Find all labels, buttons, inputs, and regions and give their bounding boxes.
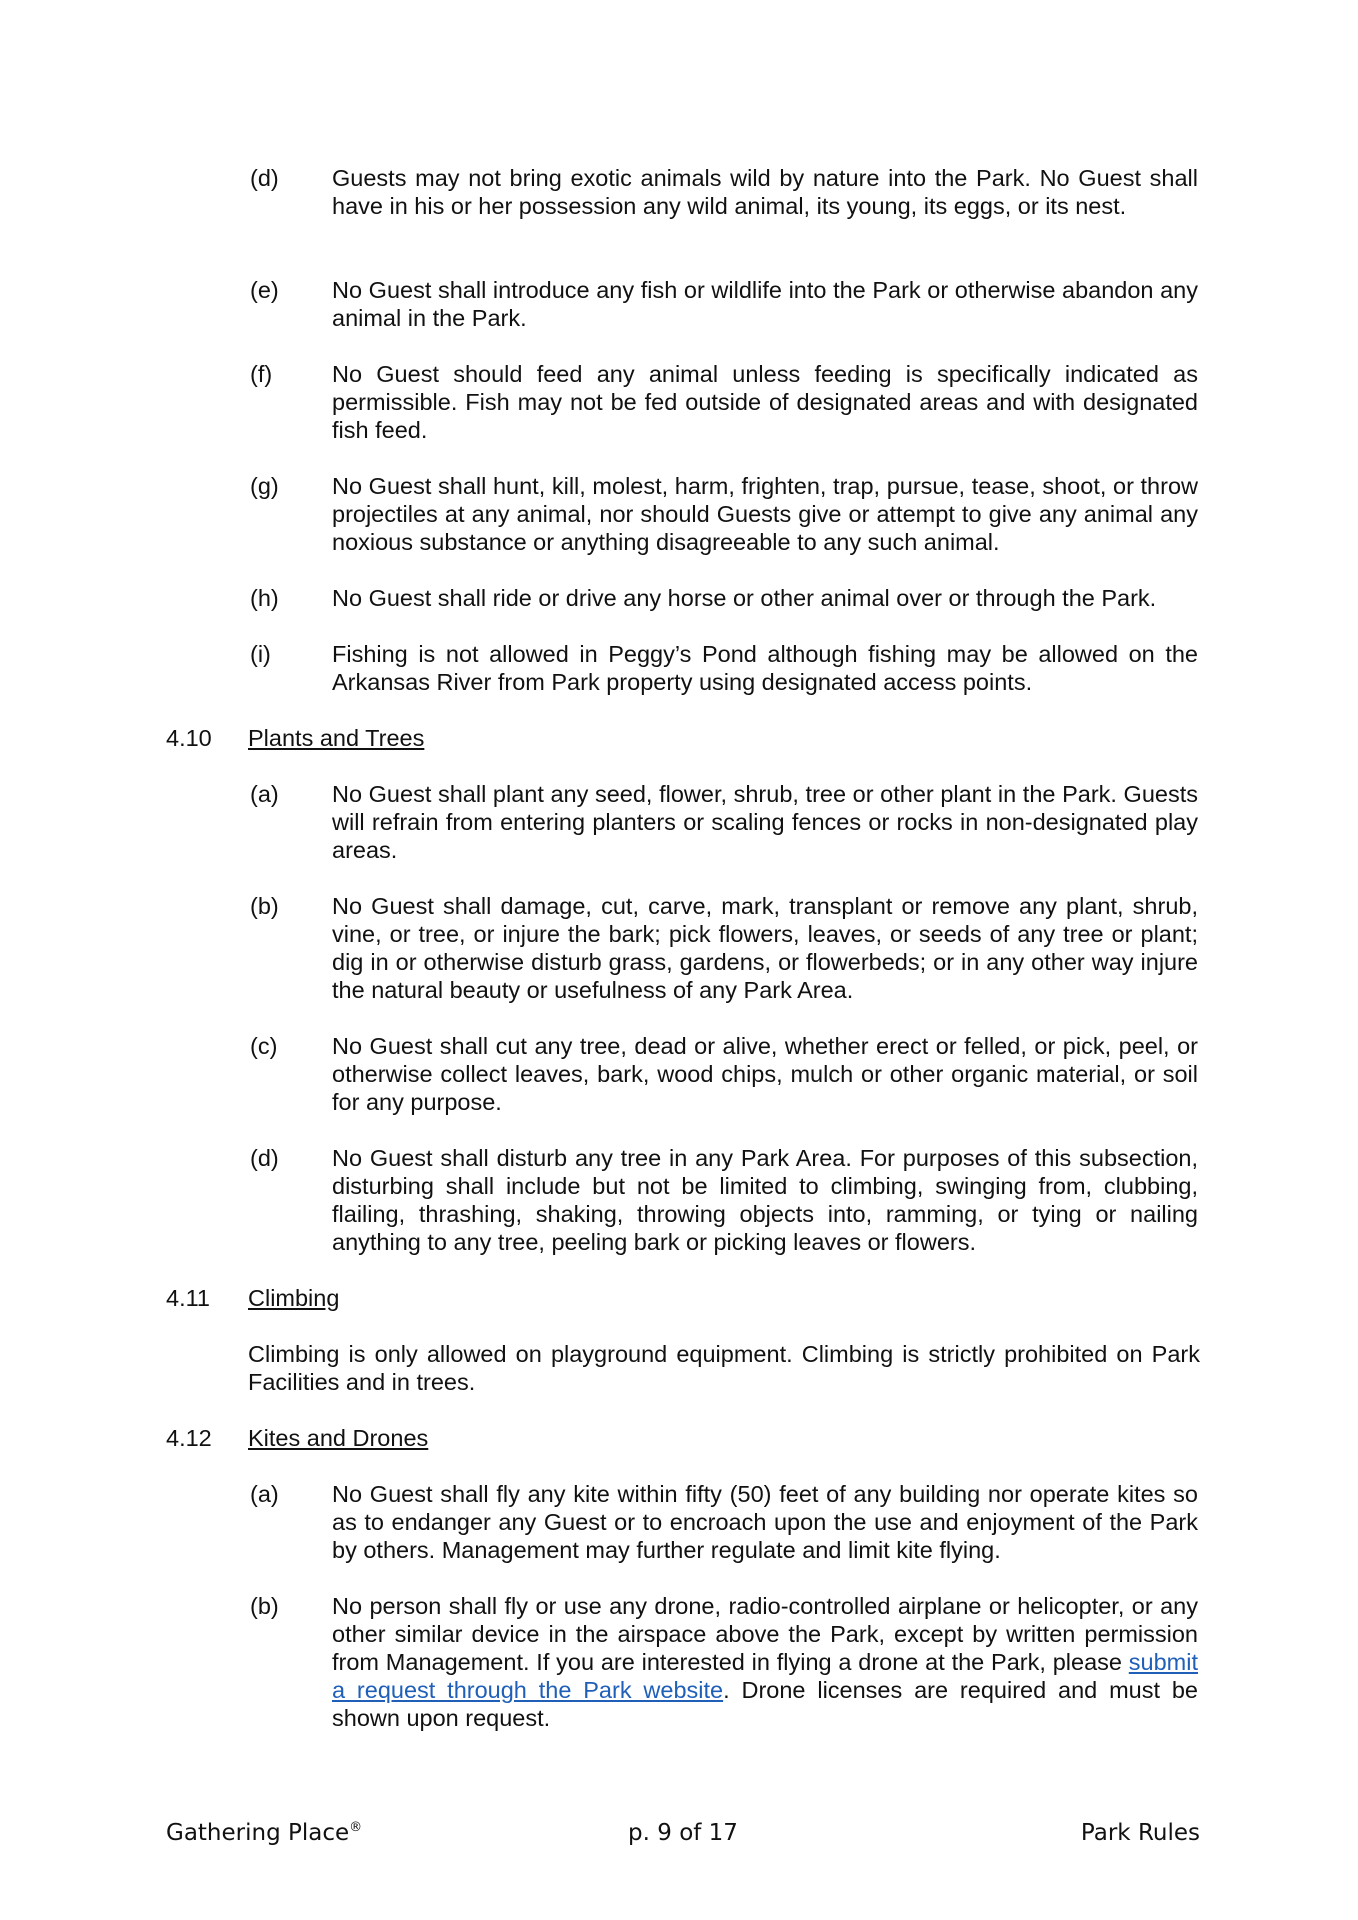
item-label: (i) xyxy=(250,641,271,667)
item-text: No Guest shall introduce any fish or wildlife into the Park or otherwise abandon any animal in the Park. xyxy=(332,277,1198,331)
item-text: No Guest shall plant any seed, flower, shrub, tree or other plant in the Park. Guests will refrain from entering planters or scaling fences or rocks in non-designated play areas. xyxy=(332,781,1198,863)
climbing-paragraph: Climbing is only allowed on playground equipment. Climbing is strictly prohibited on Park Facilities and in trees. xyxy=(248,1341,1200,1395)
item-label: (c) xyxy=(250,1033,278,1059)
section-title: Plants and Trees xyxy=(248,725,425,751)
item-label: (a) xyxy=(250,781,279,807)
section-title: Kites and Drones xyxy=(248,1425,429,1451)
item-text: Guests may not bring exotic animals wild by nature into the Park. No Guest shall have in his or her possession any wild animal, its young, its eggs, or its nest. xyxy=(332,165,1198,219)
item-text: No Guest shall fly any kite within fifty (50) feet of any building nor operate kites so as to endanger any Guest or to encroach upon the use and enjoyment of the Park by others. Management may further regulate and limit kite flying. xyxy=(332,1481,1198,1563)
registered-mark: ® xyxy=(349,1820,363,1835)
section-number: 4.11 xyxy=(166,1285,210,1311)
item-text-after-link: . Drone licenses are required and must be shown upon request. xyxy=(332,1677,1198,1731)
item-text: No Guest shall hunt, kill, molest, harm, frighten, trap, pursue, tease, shoot, or throw projectiles at any animal, nor should Guests give or attempt to give any animal any noxious substance or anything disagreeable to any such animal. xyxy=(332,473,1198,555)
item-label: (h) xyxy=(250,585,279,611)
footer-document-title: Park Rules xyxy=(1080,1820,1200,1846)
item-text: No Guest shall cut any tree, dead or alive, whether erect or felled, or pick, peel, or otherwise collect leaves, bark, wood chips, mulch or other organic material, or soil for any purpose. xyxy=(332,1033,1198,1115)
item-text: No Guest shall ride or drive any horse or other animal over or through the Park. xyxy=(332,585,1157,611)
item-text: No Guest shall damage, cut, carve, mark, transplant or remove any plant, shrub, vine, or tree, or injure the bark; pick flowers, leaves, or seeds of any tree or plant; dig in or otherwise disturb grass, gardens, or flowerbeds; or in any other way injure the natural beauty or usefulness of any Park Area. xyxy=(332,893,1198,1003)
item-text: Fishing is not allowed in Peggy’s Pond although fishing may be allowed on the Arkansas River from Park property using designated access points. xyxy=(332,641,1198,695)
section-number: 4.10 xyxy=(166,725,212,751)
item-label: (b) xyxy=(250,1593,279,1619)
section-title: Climbing xyxy=(248,1285,340,1311)
footer-organization-name: Gathering Place xyxy=(166,1820,350,1846)
footer-page-number: p. 9 of 17 xyxy=(628,1820,738,1846)
item-text-before-link: No person shall fly or use any drone, radio-controlled airplane or helicopter, or any other similar device in the airspace above the Park, except by written permission from Management. If you are interested in flying a drone at the Park, please xyxy=(332,1593,1198,1675)
item-text: No Guest should feed any animal unless feeding is specifically indicated as permissible. Fish may not be fed outside of designated areas and with designated fish feed. xyxy=(332,361,1198,443)
item-label: (f) xyxy=(250,361,273,387)
item-label: (a) xyxy=(250,1481,279,1507)
page-footer xyxy=(166,1820,1200,1850)
item-label: (d) xyxy=(250,165,279,191)
park-website-request-link[interactable]: submit a request through the Park website xyxy=(332,1649,1198,1703)
section-number: 4.12 xyxy=(166,1425,212,1451)
item-text xyxy=(332,1592,1198,1732)
item-label: (d) xyxy=(250,1145,279,1171)
item-label: (e) xyxy=(250,277,279,303)
item-label: (b) xyxy=(250,893,279,919)
item-label: (g) xyxy=(250,473,279,499)
item-text: No Guest shall disturb any tree in any Park Area. For purposes of this subsection, disturbing shall include but not be limited to climbing, swinging from, clubbing, flailing, thrashing, shaking, throwing objects into, ramming, or tying or nailing anything to any tree, peeling bark or picking leaves or flowers. xyxy=(332,1145,1198,1255)
